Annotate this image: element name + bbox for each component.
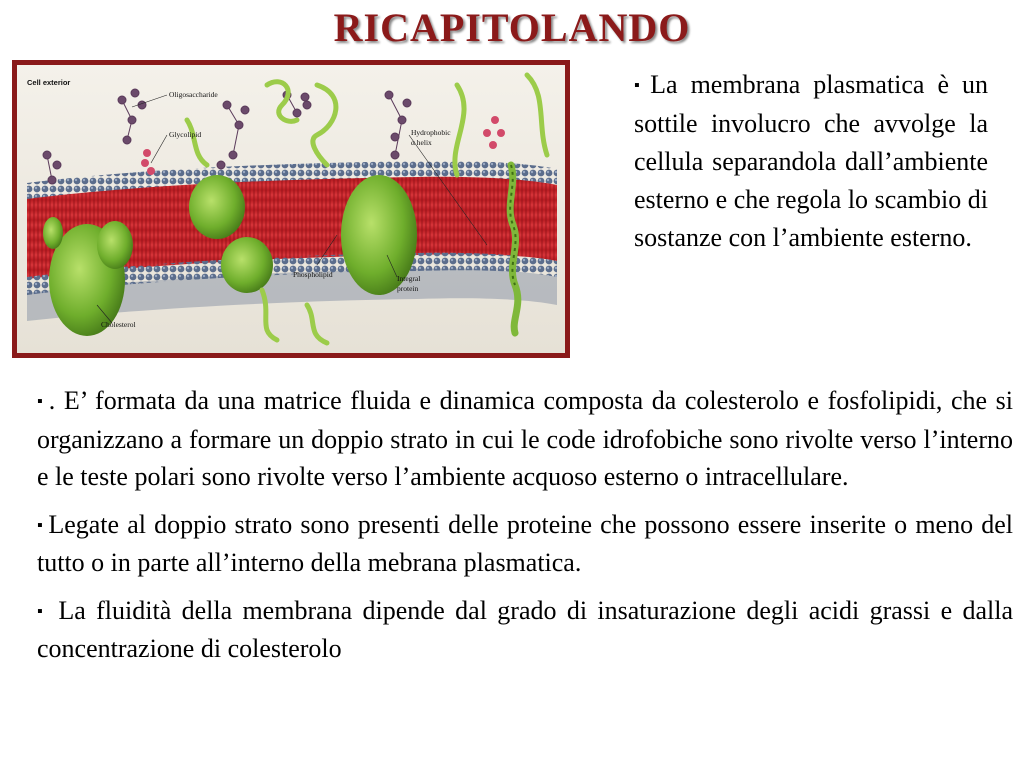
protein-edge bbox=[43, 217, 63, 249]
label-integral: Integral bbox=[397, 274, 421, 283]
label-phospholipid: Phospholipid bbox=[293, 270, 333, 279]
label-oligosaccharide: Oligosaccharide bbox=[169, 90, 218, 99]
paragraph-2 bbox=[37, 506, 1013, 582]
membrane-diagram bbox=[12, 60, 570, 358]
protein-center bbox=[189, 175, 245, 239]
paragraph-1 bbox=[37, 382, 1013, 496]
paragraph-3 bbox=[37, 592, 1013, 668]
label-hydrophobic: Hydrophobic bbox=[411, 128, 451, 137]
label-alpha-helix: α helix bbox=[411, 138, 432, 147]
side-paragraph-text: La membrana plasmatica è un sottile involucro che avvolge la cellula separandola dall’ambiente esterno e che regola lo scambio di sostanze con l’ambiente esterno. bbox=[634, 70, 988, 252]
bullet-icon: ▪ bbox=[37, 393, 45, 410]
side-paragraph bbox=[634, 66, 988, 257]
label-cell-exterior: Cell exterior bbox=[27, 78, 71, 87]
label-protein: protein bbox=[397, 284, 419, 293]
protein-small bbox=[97, 221, 133, 269]
label-glycolipid: Glycolipid bbox=[169, 130, 202, 139]
bullet-icon: ▪ bbox=[634, 77, 647, 94]
slide-title: RICAPITOLANDO bbox=[333, 5, 691, 50]
bullet-icon: ▪ bbox=[37, 602, 55, 620]
label-cholesterol: Cholesterol bbox=[101, 320, 136, 329]
paragraph-text: . E’ formata da una matrice fluida e dinamica composta da colesterolo e fosfolipidi, che si organizzano a formare un doppio strato in cui le code idrofobiche sono rivolte verso l’interno e le teste polari sono rivolte verso l’ambiente acquoso esterno o intracellulare. bbox=[37, 386, 1013, 491]
membrane-illustration bbox=[17, 65, 565, 353]
bullet-icon: ▪ bbox=[37, 516, 45, 534]
protein-center-low bbox=[221, 237, 273, 293]
paragraph-text: La fluidità della membrana dipende dal grado di insaturazione degli acidi grassi e dalla concentrazione di colesterolo bbox=[37, 595, 1014, 663]
paragraph-text: Legate al doppio strato sono presenti delle proteine che possono essere inserite o meno del tutto o in parte all’interno della mebrana plasmatica. bbox=[37, 509, 1013, 577]
body-text bbox=[37, 382, 1013, 678]
